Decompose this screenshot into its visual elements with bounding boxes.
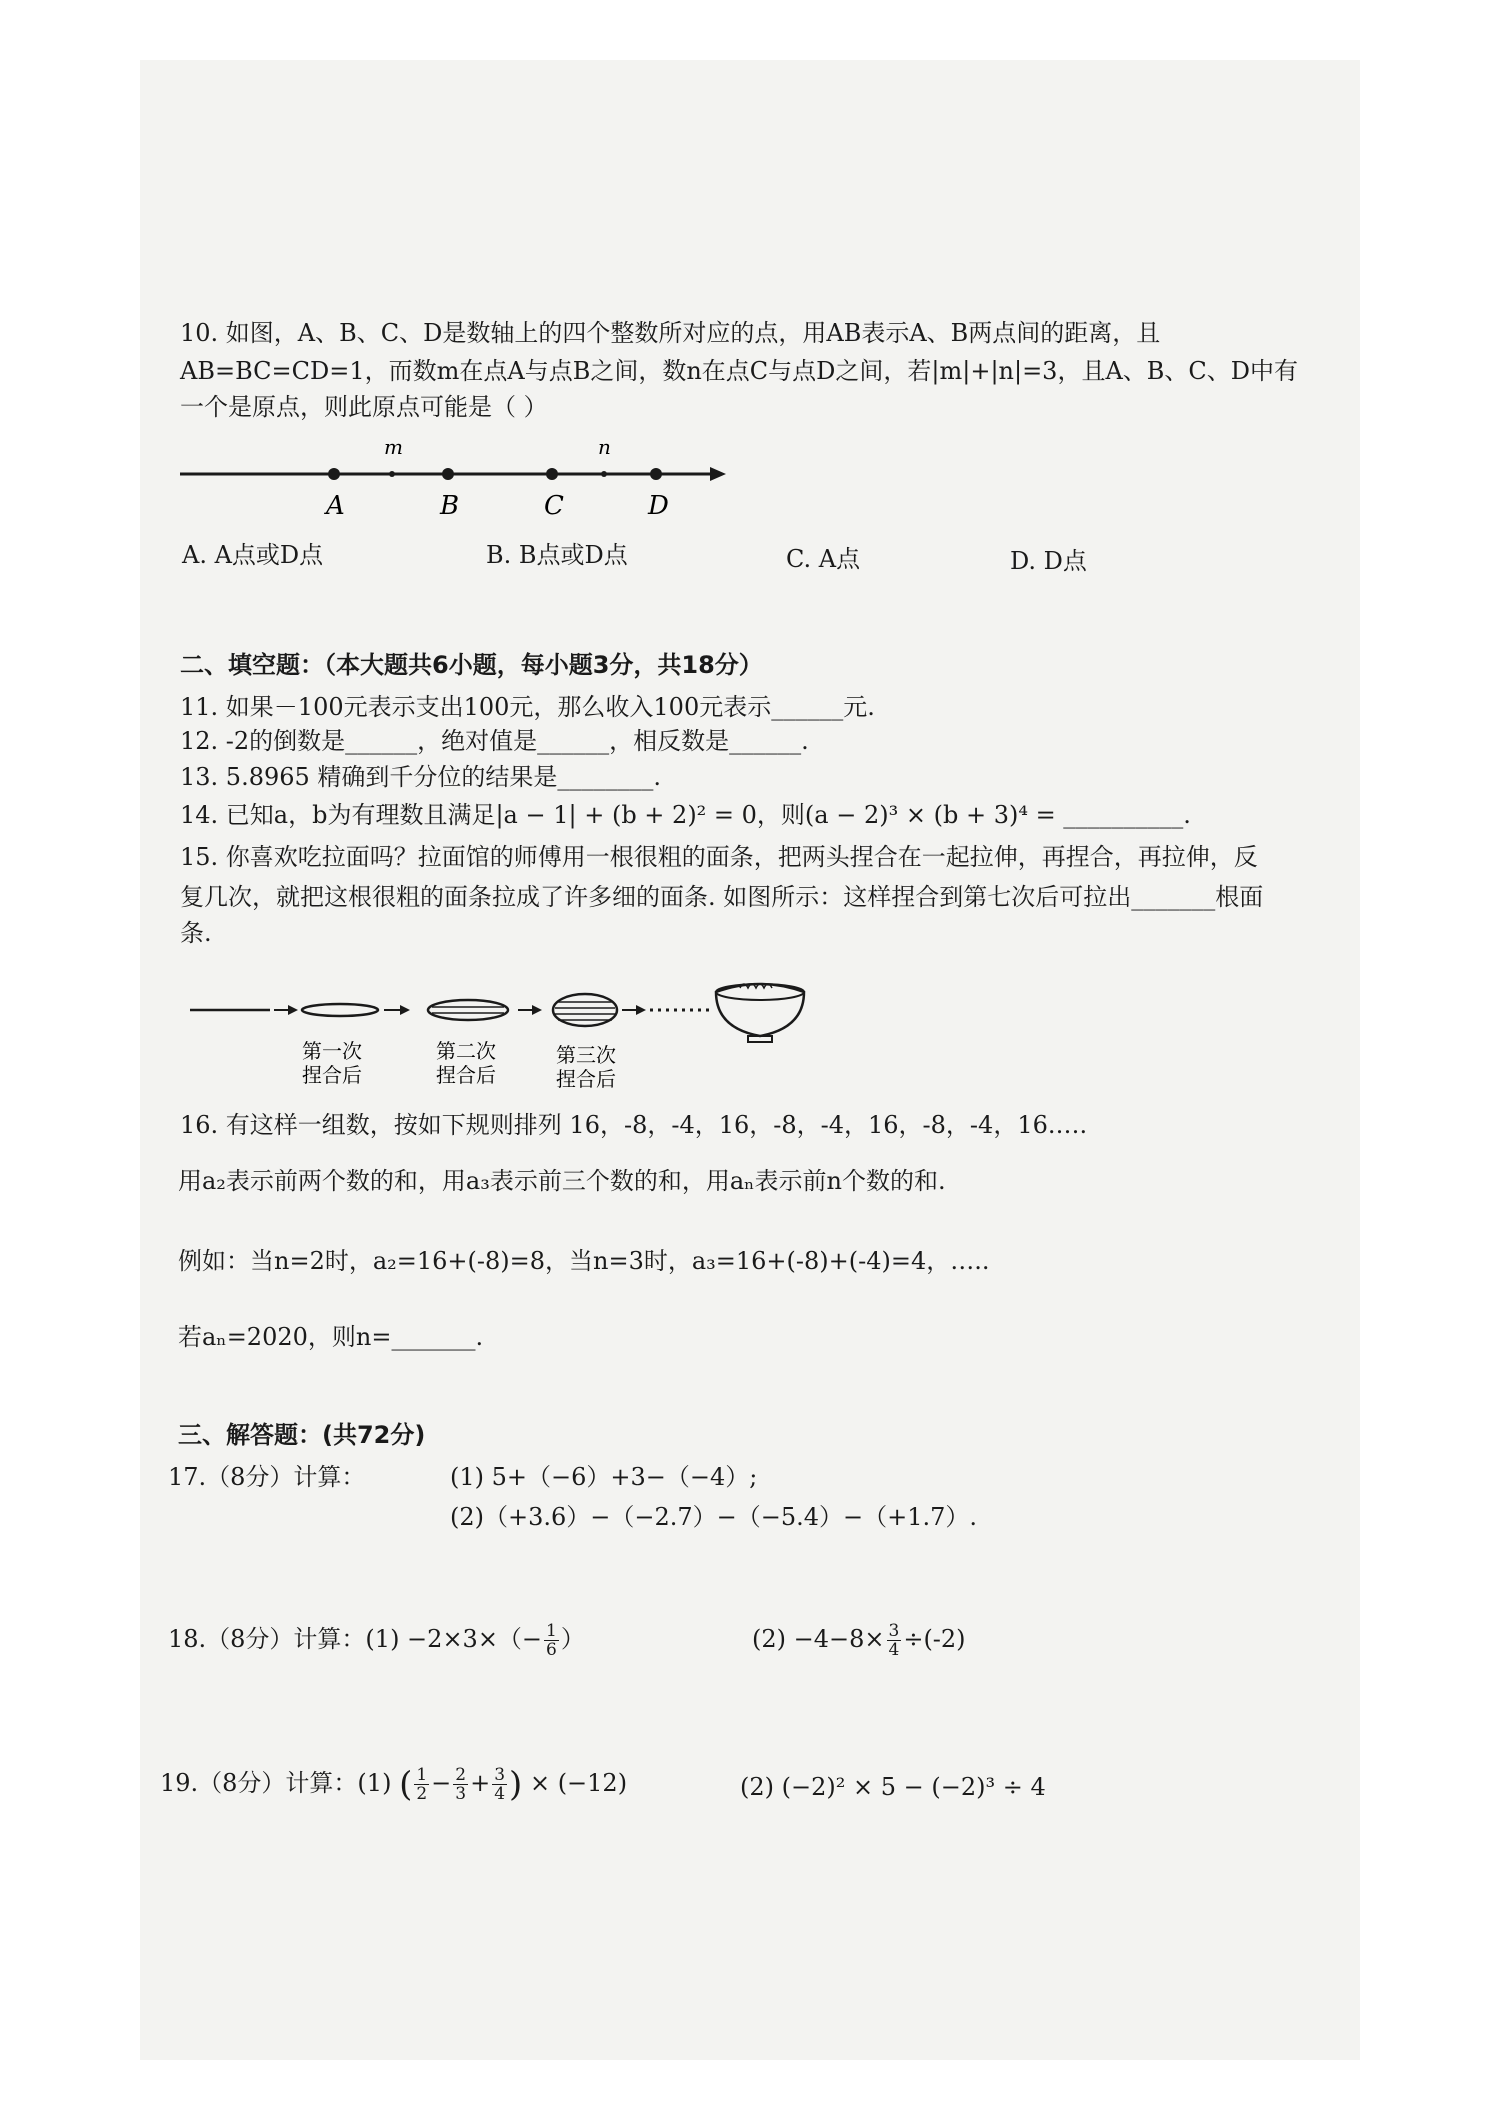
noodle-figure [180,970,830,1090]
q16-line3: 例如：当n=2时，a₂=16+(-8)=8，当n=3时，a₃=16+(-8)+(-4)=4，….. [178,1247,990,1275]
q10-line1: 10. 如图，A、B、C、D是数轴上的四个整数所对应的点，用AB表示A、B两点间的距离，且 [180,319,1161,347]
q17-part1: (1) 5+（−6）+3−（−4）; [450,1463,758,1491]
q19-fraction-2 [453,1766,468,1803]
number-line-figure [170,430,750,530]
q19-f2-denominator: 3 [455,1784,467,1804]
noodle-label-3-bottom: 捏合后 [556,1067,616,1090]
q16-line1: 16. 有这样一组数，按如下规则排列 16，-8，-4，16，-8，-4，16，-8，-4，16.…. [180,1111,1088,1139]
label-b: B [440,491,460,521]
q19-label: 19.（8分）计算：(1) [160,1769,392,1797]
label-m: m [384,435,403,459]
label-c: C [544,491,564,521]
point-d [650,468,662,480]
q19-f3-numerator: 3 [494,1765,506,1785]
q18-part1 [168,1622,585,1659]
point-a [328,468,340,480]
q19-f3-denominator: 4 [494,1784,506,1804]
q13: 13. 5.8965 精确到千分位的结果是________. [180,763,662,791]
q12: 12. -2的倒数是______，绝对值是______，相反数是______. [180,727,809,755]
q19-paren-open: ( [399,1764,413,1805]
label-n: n [598,435,611,459]
q15-line3: 条. [180,919,212,947]
q18-frac2-numerator: 3 [888,1621,900,1641]
q17-part2: (2)（+3.6）−（−2.7）−（−5.4）−（+1.7）. [450,1503,978,1531]
q15-line2: 复几次，就把这根很粗的面条拉成了许多细的面条. 如图所示：这样捏合到第七次后可拉出_______根面 [180,883,1264,911]
point-c [546,468,558,480]
q19-fraction-1 [414,1766,429,1803]
q19-part1-post: × (−12) [529,1769,628,1797]
q18-frac-denominator: 6 [546,1640,557,1660]
q10-option-d: D. D点 [1010,547,1087,575]
label-a: A [326,491,345,521]
noodle-label-1-bottom: 捏合后 [302,1063,362,1087]
q19-f2-numerator: 2 [455,1765,467,1785]
point-b [442,468,454,480]
noodle-label-1-top: 第一次 [302,1039,362,1063]
q19-paren-close: ) [509,1764,523,1805]
noodle-label-2-bottom: 捏合后 [436,1063,496,1087]
q18-part2 [752,1622,966,1659]
q16-line4: 若aₙ=2020，则n=_______. [178,1323,484,1351]
q16-line2: 用a₂表示前两个数的和，用a₃表示前三个数的和，用aₙ表示前n个数的和. [178,1167,946,1195]
q18-frac-numerator: 1 [546,1621,557,1641]
q19-part2: (2) (−2)² × 5 − (−2)³ ÷ 4 [740,1773,1046,1801]
q17-label: 17.（8分）计算： [168,1463,366,1491]
q19-f1-numerator: 1 [416,1765,428,1785]
q10-option-b: B. B点或D点 [486,541,628,569]
q15-line1: 15. 你喜欢吃拉面吗？拉面馆的师傅用一根很粗的面条，把两头捏合在一起拉伸，再捏合，再拉伸，反 [180,843,1258,871]
q18-part1-end: ） [560,1625,585,1653]
q18-fraction-1 [544,1622,559,1659]
q18-fraction-2 [887,1622,902,1659]
q10-line3: 一个是原点，则此原点可能是（ ） [180,393,548,421]
noodle-label-3-top: 第三次 [556,1043,616,1067]
q18-frac2-denominator: 4 [888,1640,900,1660]
label-d: D [648,491,669,521]
q11: 11. 如果－100元表示支出100元，那么收入100元表示______元. [180,693,875,721]
q10-option-c: C. A点 [786,545,861,573]
point-m [389,471,395,477]
section2-heading: 二、填空题：（本大题共6小题，每小题3分，共18分） [180,651,763,679]
q14: 14. 已知a，b为有理数且满足|a − 1| + (b + 2)² = 0，则(a − 2)³ × (b + 3)⁴ = __________. [180,801,1191,829]
noodle-label-2-top: 第二次 [436,1039,496,1063]
q19-f1-denominator: 2 [416,1784,428,1804]
q18-part2-post: ÷(-2) [903,1625,966,1653]
point-n [601,471,607,477]
q18-part2-pre: (2) −4−8× [752,1625,885,1653]
q10-line2: AB=BC=CD=1，而数m在点A与点B之间，数n在点C与点D之间，若|m|+|n|=3，且A、B、C、D中有 [180,357,1299,385]
q19-part1: 19.（8分）计算：(1) ( $\frac{1}{2}$ − $\frac{2}{3}$ + $\frac{3}{4}$ ) × (−12) [160,1764,628,1805]
q19-fraction-3 [492,1766,507,1803]
q18-label: 18.（8分）计算：(1) −2×3×（− [168,1625,543,1653]
q10-option-a: A. A点或D点 [182,541,324,569]
section3-heading: 三、解答题：(共72分) [178,1421,426,1449]
